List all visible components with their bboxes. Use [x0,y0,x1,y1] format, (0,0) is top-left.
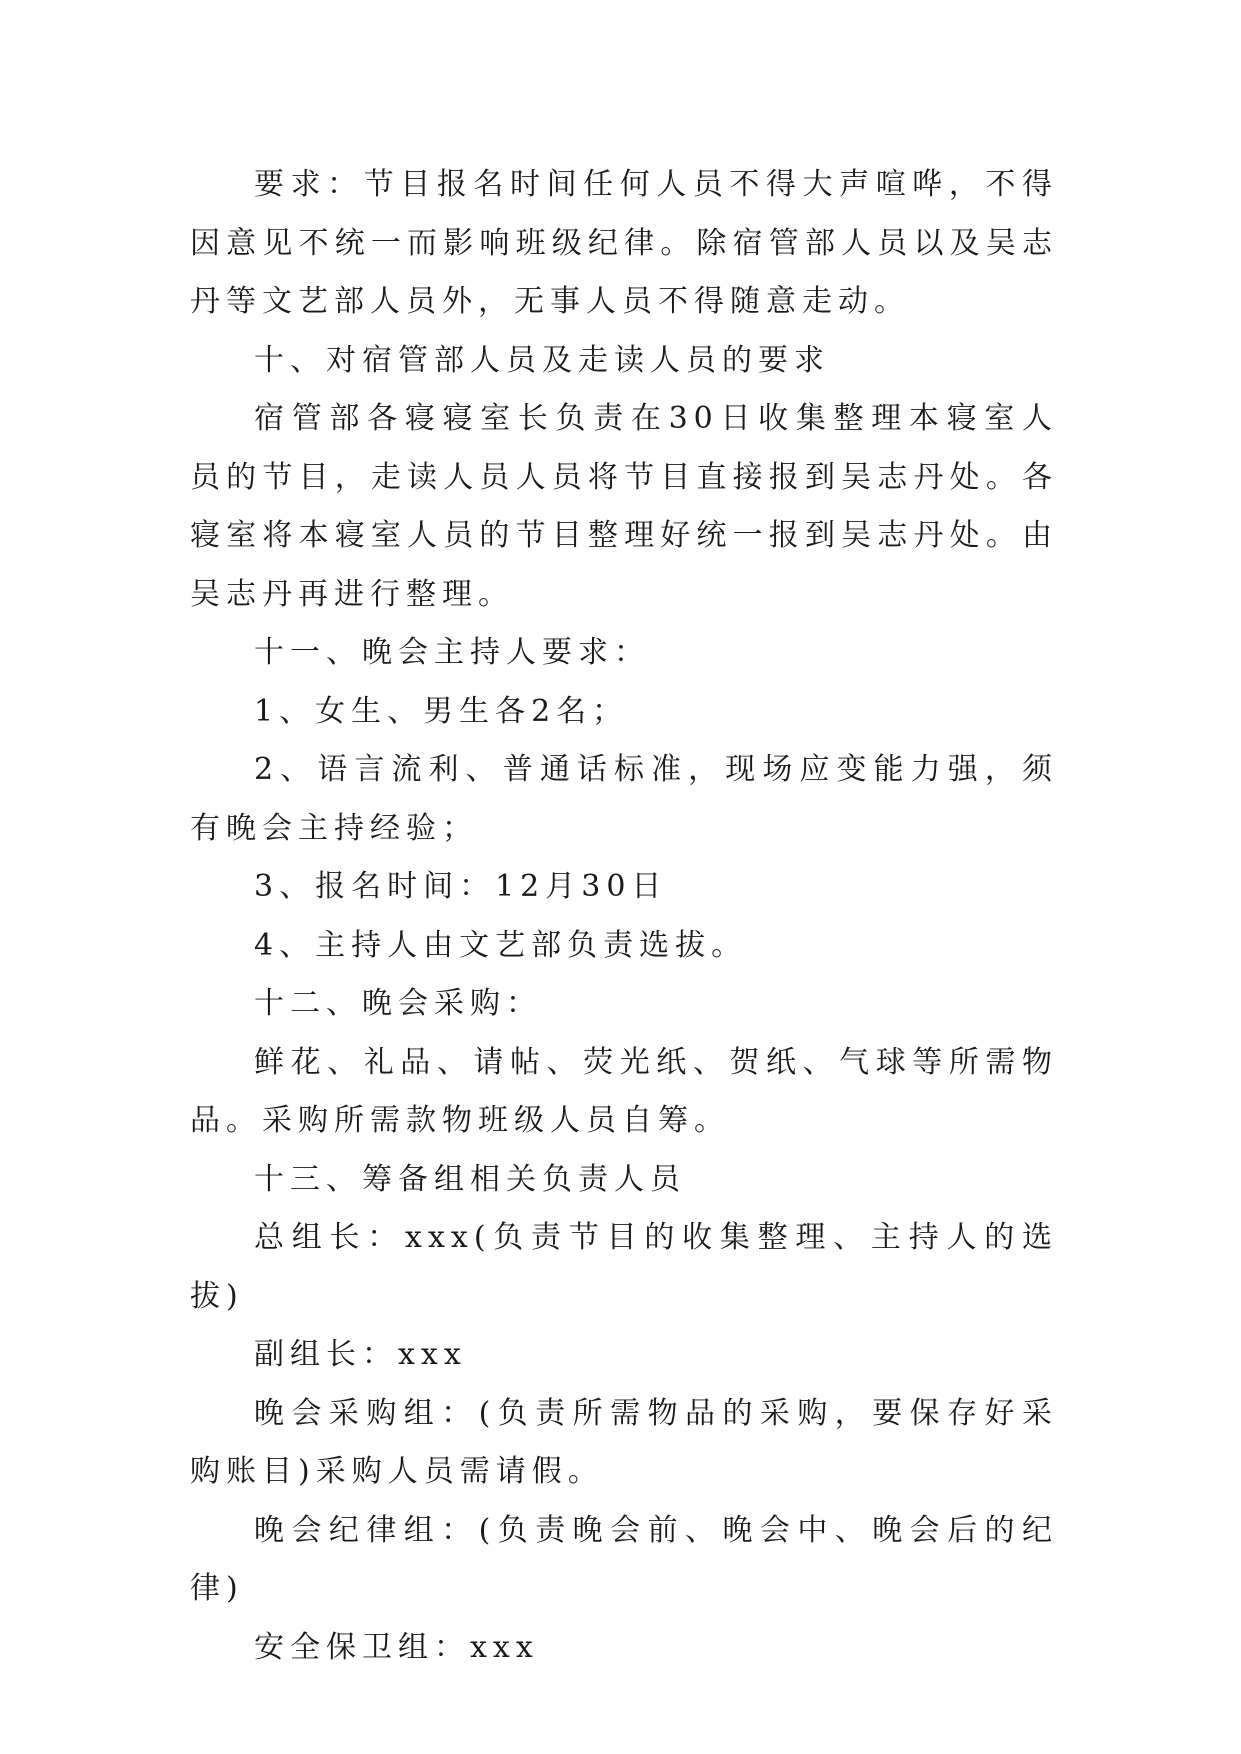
staff-purchasing: 晚会采购组：(负责所需物品的采购，要保存好采购账目)采购人员需请假。 [190,1395,1058,1489]
staff-discipline: 晚会纪律组：(负责晚会前、晚会中、晚会后的纪律) [190,1512,1058,1606]
list-item-host-2: 2、语言流利、普通话标准，现场应变能力强，须有晚会主持经验； [190,752,1058,846]
paragraph-dorm-rules: 宿管部各寝寝室长负责在30日收集整理本寝室人员的节目，走读人员人员将节目直接报到吴志丹处。各寝室将本寝室人员的节目整理好统一报到吴志丹处。由吴志丹再进行整理。 [190,401,1058,612]
staff-deputy: 副组长：xxx [254,1337,467,1372]
staff-security: 安全保卫组：xxx [254,1629,539,1665]
document-body [190,156,1058,1677]
staff-leader: 总组长：xxx(负责节目的收集整理、主持人的选拔) [190,1220,1058,1314]
heading-section-11: 十一、晚会主持人要求： [254,635,650,670]
list-item-host-1: 1、女生、男生各2名； [254,693,629,729]
heading-section-12: 十二、晚会采购： [254,986,542,1021]
list-item-host-3: 3、报名时间：12月30日 [254,869,668,904]
paragraph-purchases: 鲜花、礼品、请帖、荧光纸、贺纸、气球等所需物品。采购所需款物班级人员自筹。 [190,1044,1058,1138]
heading-section-10: 十、对宿管部人员及走读人员的要求 [254,342,830,378]
paragraph-requirements: 要求：节目报名时间任何人员不得大声喧哗，不得因意见不统一而影响班级纪律。除宿管部人员以及吴志丹等文艺部人员外，无事人员不得随意走动。 [190,167,1058,319]
list-item-host-4: 4、主持人由文艺部负责选拔。 [254,927,748,963]
heading-section-13: 十三、筹备组相关负责人员 [254,1161,686,1197]
